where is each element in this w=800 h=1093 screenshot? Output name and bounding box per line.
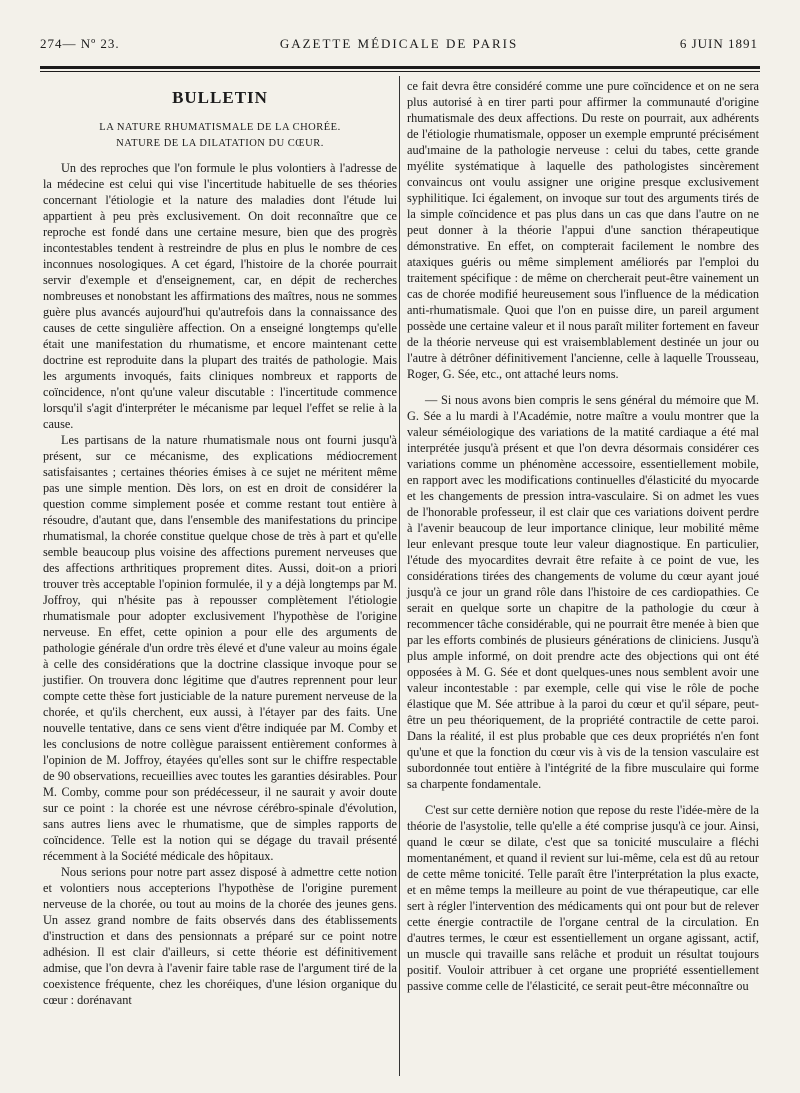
article-subtitle	[43, 120, 397, 152]
issue-date: 6 JUIN 1891	[679, 36, 758, 51]
section-title: BULLETIN	[172, 88, 268, 107]
left-column	[43, 84, 397, 1008]
paragraph: C'est sur cette dernière notion que repose du reste l'idée-mère de la théorie de l'asystolie, telle qu'elle a été comprise jusqu'à ce jour. Ainsi, quand le cœur se dilate, c'est que sa tonicité musculaire a fléchi momentanément, et quand il revient sur lui-même, cela est dû au retour de cette même tonicité. Telle paraît être l'interprétation la plus exacte, et en même temps la meilleure au point de vue thérapeutique, car elle sert à régler l'intervention des médicaments qui ont pour but de relever cette énergie contractile de l'organe central de la circulation. En d'autres termes, le cœur est essentiellement un organe agissant, actif, un muscle qui travaille sans relâche et produit un résultat toujours positif. Vouloir attribuer à cet organe une propriété essentiellement passive comme celle de l'élasticité, ce serait peut-être méconnaître ou	[407, 803, 759, 993]
right-column	[407, 78, 759, 994]
page-header	[40, 36, 758, 56]
subtitle-line-1: LA NATURE RHUMATISMALE DE LA CHORÉE.	[99, 122, 341, 133]
paragraph: ce fait devra être considéré comme une pure coïncidence et on ne sera plus autorisé à en tirer parti pour affirmer la communauté d'origine rhumatismale des deux affections. Du reste on pourrait, aux adhérents de l'étiologie rhumatismale, opposer un exemple emprunté précisément aud'ımaine de la pathologie nerveuse : celui du tabes, cette grande myélite systématique à laquelle des pathologistes sincèrement convaincus ont voulu assigner une origine presque exclusivement syphilitique. Ici également, on invoque sur tout des arguments tirés de la simple coïncidence et pas plus dans un cas que dans l'autre on ne peut donner à la théorie l'appui d'une sanction thérapeutique démonstrative. En effet, on compterait facilement le nombre des ataxiques guéris ou même simplement améliorés par l'emploi du traitement spécifique : de même on chercherait peut-être vainement un cas de chorée modifié heureusement sous l'influence de la médication anti-rhumatismale. Quoi que l'on en puisse dire, un pareil argument possède une certaine valeur et il nous paraît militer fortement en faveur de la théorie nerveuse qui est vraisemblablement destinée un jour ou l'autre à détrôner définitivement l'ancienne, celle à laquelle Trousseau, Roger, G. Sée, etc., ont attaché leurs noms.	[407, 79, 759, 381]
paragraph: Un des reproches que l'on formule le plus volontiers à l'adresse de la médecine est celui qui vise l'incertitude habituelle de ses théories concernant l'étiologie et la nature des maladies dont l'étude lui appartient à peu près exclusivement. On doit reconnaître que ce reproche est fondé dans une certaine mesure, bien que des progrès incontestables tendent à restreindre de plus en plus le nombre de ces inconnues nosologiques. A cet égard, l'histoire de la chorée pourrait servir d'exemple et d'enseignement, car, en dépit de recherches nombreuses et nonobstant les affirmations des maîtres, nous ne sommes guère plus avancés aujourd'hui qu'autrefois dans la connaissance des causes de cette singulière affection. On a enseigné longtemps qu'elle était une manifestation du rhumatisme, et encore maintenant cette doctrine est reproduite dans la plupart des traités de pathologie. Mais les arguments invoqués, faits cliniques nombreux et rapports de coïncidence, n'ont qu'une valeur discutable : l'incertitude commence lorsqu'il s'agit d'interpréter le mécanisme par lequel l'effet se relie à la cause.	[43, 161, 397, 431]
paragraph: Les partisans de la nature rhumatismale nous ont fourni jusqu'à présent, sur ce mécanisme, des explications médiocrement satisfaisantes ; certaines théories émises à ce sujet ne méritent même pas une simple mention. Dès lors, on est en droit de considérer la question comme simplement posée et comme restant tout entière à résoudre, d'autant que, dans l'ensemble des manifestations du principe rhumatismal, la chorée constitue quelque chose de très à part et qu'elle semble beaucoup plus voisine des affections purement nerveuses que des affections arthritiques proprement dites. Aussi, doit-on a priori trouver très acceptable l'opinion formulée, il y a déjà longtemps par M. Joffroy, qui n'hésite pas à repousser complètement l'étiologie rhumatismale pour adopter exclusivement l'hypothèse de l'origine nerveuse. En effet, cette opinion a pour elle des arguments de pathologie générale d'un ordre très élevé et d'une valeur au moins égale à celle des considérations que la doctrine classique invoque pour se justifier. On trouvera donc légitime que d'autres reprennent pour leur compte cette thèse fort justiciable de la nature purement nerveuse de la chorée, et qu'ils cherchent, eux aussi, à l'étayer par des faits. Une nouvelle tentative, dans ce sens vient d'être indiquée par M. Comby et les conclusions de notre collègue paraissent entièrement conformes à l'opinion de M. Joffroy, étayées qu'elles sont sur le chiffre respectable de 90 observations, recueillies avec toutes les garanties désirables. Pour M. Comby, comme pour son prédécesseur, il ne saurait y avoir doute sur ce point : la chorée est une névrose cérébro-spinale d'évolution, sans autres liens avec le rhumatisme, que de simples rapports de coïncidence. Telle est la notion qui se dégage du travail présenté récemment à la Société médicale des hôpitaux.	[43, 433, 397, 863]
paragraph: — Si nous avons bien compris le sens général du mémoire que M. G. Sée a lu mardi à l'Académie, notre maître a voulu montrer que la valeur séméiologique des variations de la matité cardiaque a été mal interprétée jusqu'à présent et que l'on devra désormais considérer ces variations comme un phénomène accessoire, essentiellement mobile, en rapport avec les modifications continuelles d'élasticité du myocarde et les changements de pression intra-vasculaire. Si on admet les vues de l'honorable professeur, il est clair que ces variations doivent perdre à l'avenir beaucoup de leur importance clinique, leur mobilité même leur enlevant presque toute leur valeur diagnostique. En particulier, l'étude des myocardites devrait être refaite à ce point de vue, les considérations tirées des changements de volume du cœur ayant joué jusqu'à ce jour un grand rôle dans l'histoire de ces cardiopathies. Ce serait en quelque sorte un chapitre de la pathologie du cœur à recommencer tâche considérable, qui ne pourrait être menée à bien que par les efforts combinés de plusieurs générations de cliniciens. Jusqu'à plus ample informé, on doit prendre acte des objections qui ont été opposées à M. G. Sée et dont quelques-unes nous semblent avoir une valeur incontestable : par exemple, celle qui vise le rôle de poche élastique que M. Sée attribue à la paroi du cœur et qu'il sépare, peut-être un peu théoriquement, de la propriété contractile de cette paroi. Dans la réalité, il est plus probable que ces deux propriétés n'en font qu'une et que la fonction du cœur vis à vis de la tension vasculaire est subordonnée tout entière à l'intégrité de la fibre musculaire qui forme sa charpente fondamentale.	[407, 393, 759, 791]
journal-title: GAZETTE MÉDICALE DE PARIS	[279, 36, 519, 51]
subtitle-line-2: NATURE DE LA DILATATION DU CŒUR.	[116, 138, 324, 149]
page-number: 274— Nº 23.	[40, 36, 120, 51]
paragraph: Nous serions pour notre part assez disposé à admettre cette notion et volontiers nous accepterions l'hypothèse de l'origine purement nerveuse de la chorée, ou tout au moins de la chorée des jeunes gens. Un assez grand nombre de faits observés dans des établissements d'instruction et dans des pensionnats a préparé sur ce point notre adhésion. Il est clair d'ailleurs, si cette théorie est définitivement admise, que l'on devra à l'avenir faire table rase de l'argument tiré de la coexistence fréquente, chez les choréiques, d'une lésion organique du cœur : dorénavant	[43, 865, 397, 1007]
header-rule-thin	[40, 71, 760, 72]
column-divider	[399, 76, 400, 1076]
header-rule	[40, 66, 760, 69]
